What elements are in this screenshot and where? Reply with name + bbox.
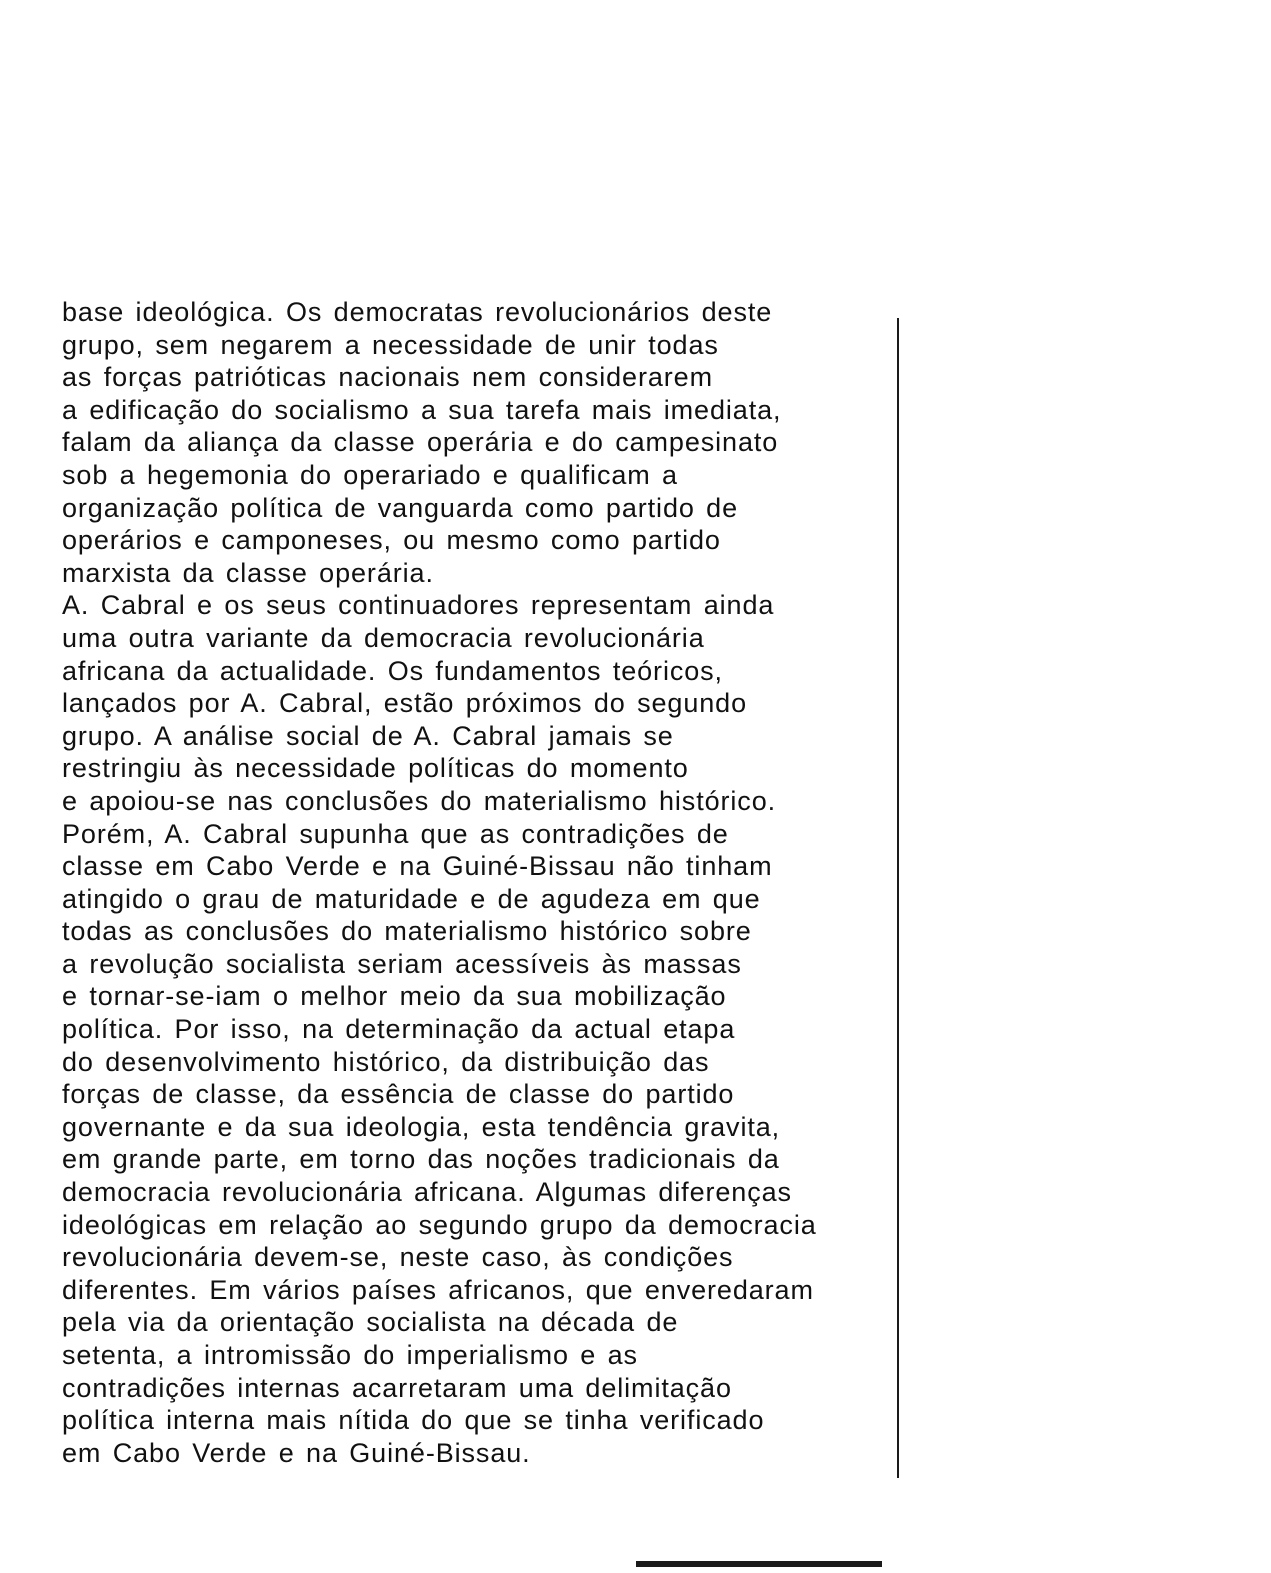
text-line: classe em Cabo Verde e na Guiné-Bissau não tinham xyxy=(62,851,773,882)
text-line: falam da aliança da classe operária e do campesinato xyxy=(62,427,779,458)
text-line: em Cabo Verde e na Guiné-Bissau. xyxy=(62,1437,531,1468)
text-line: Porém, A. Cabral supunha que as contradições de xyxy=(62,818,729,849)
text-line: base ideológica. Os democratas revolucionários deste xyxy=(62,297,773,327)
text-line: forças de classe, da essência de classe do partido xyxy=(62,1079,735,1110)
text-line: marxista da classe operária. xyxy=(62,557,434,588)
margin-rule xyxy=(897,318,899,1478)
text-line: atingido o grau de maturidade e de agudeza em que xyxy=(62,883,761,914)
body-text xyxy=(62,296,892,1469)
text-line: A. Cabral e os seus continuadores representam ainda xyxy=(62,590,775,621)
text-line: grupo. A análise social de A. Cabral jamais se xyxy=(62,720,674,751)
text-line: governante e da sua ideologia, esta tendência gravita, xyxy=(62,1111,781,1142)
text-line: lançados por A. Cabral, estão próximos do segundo xyxy=(62,688,747,719)
text-line: a revolução socialista seriam acessíveis às massas xyxy=(62,948,742,979)
text-line: revolucionária devem-se, neste caso, às condições xyxy=(62,1242,734,1273)
text-line: restringiu às necessidade políticas do momento xyxy=(62,753,689,784)
text-line: e tornar-se-iam o melhor meio da sua mobilização xyxy=(62,981,727,1012)
text-line: setenta, a intromissão do imperialismo e as xyxy=(62,1340,638,1370)
text-line: política interna mais nítida do que se tinha verificado xyxy=(62,1405,765,1436)
text-line: a edificação do socialismo a sua tarefa mais imediata, xyxy=(62,394,782,425)
text-line: diferentes. Em vários países africanos, que enveredaram xyxy=(62,1274,814,1305)
text-line: todas as conclusões do materialismo histórico sobre xyxy=(62,916,752,947)
text-line: grupo, sem negarem a necessidade de unir todas xyxy=(62,329,719,360)
text-line: política. Por isso, na determinação da actual etapa xyxy=(62,1014,736,1045)
text-line: sob a hegemonia do operariado e qualificam a xyxy=(62,459,678,490)
scan-artifact-bar xyxy=(636,1561,882,1567)
text-line: pela via da orientação socialista na década de xyxy=(62,1307,679,1338)
text-line: africana da actualidade. Os fundamentos teóricos, xyxy=(62,655,723,686)
text-line: uma outra variante da democracia revolucionária xyxy=(62,622,705,653)
text-line: as forças patrióticas nacionais nem considerarem xyxy=(62,362,713,393)
text-line: democracia revolucionária africana. Algumas diferenças xyxy=(62,1177,792,1208)
text-line: organização política de vanguarda como partido de xyxy=(62,492,739,523)
text-line: em grande parte, em torno das noções tradicionais da xyxy=(62,1144,780,1175)
text-line: contradições internas acarretaram uma delimitação xyxy=(62,1372,732,1403)
text-line: ideológicas em relação ao segundo grupo da democracia xyxy=(62,1209,817,1240)
text-line: operários e camponeses, ou mesmo como partido xyxy=(62,525,721,556)
text-line: e apoiou-se nas conclusões do materialismo histórico. xyxy=(62,785,777,816)
text-line: do desenvolvimento histórico, da distribuição das xyxy=(62,1046,710,1077)
